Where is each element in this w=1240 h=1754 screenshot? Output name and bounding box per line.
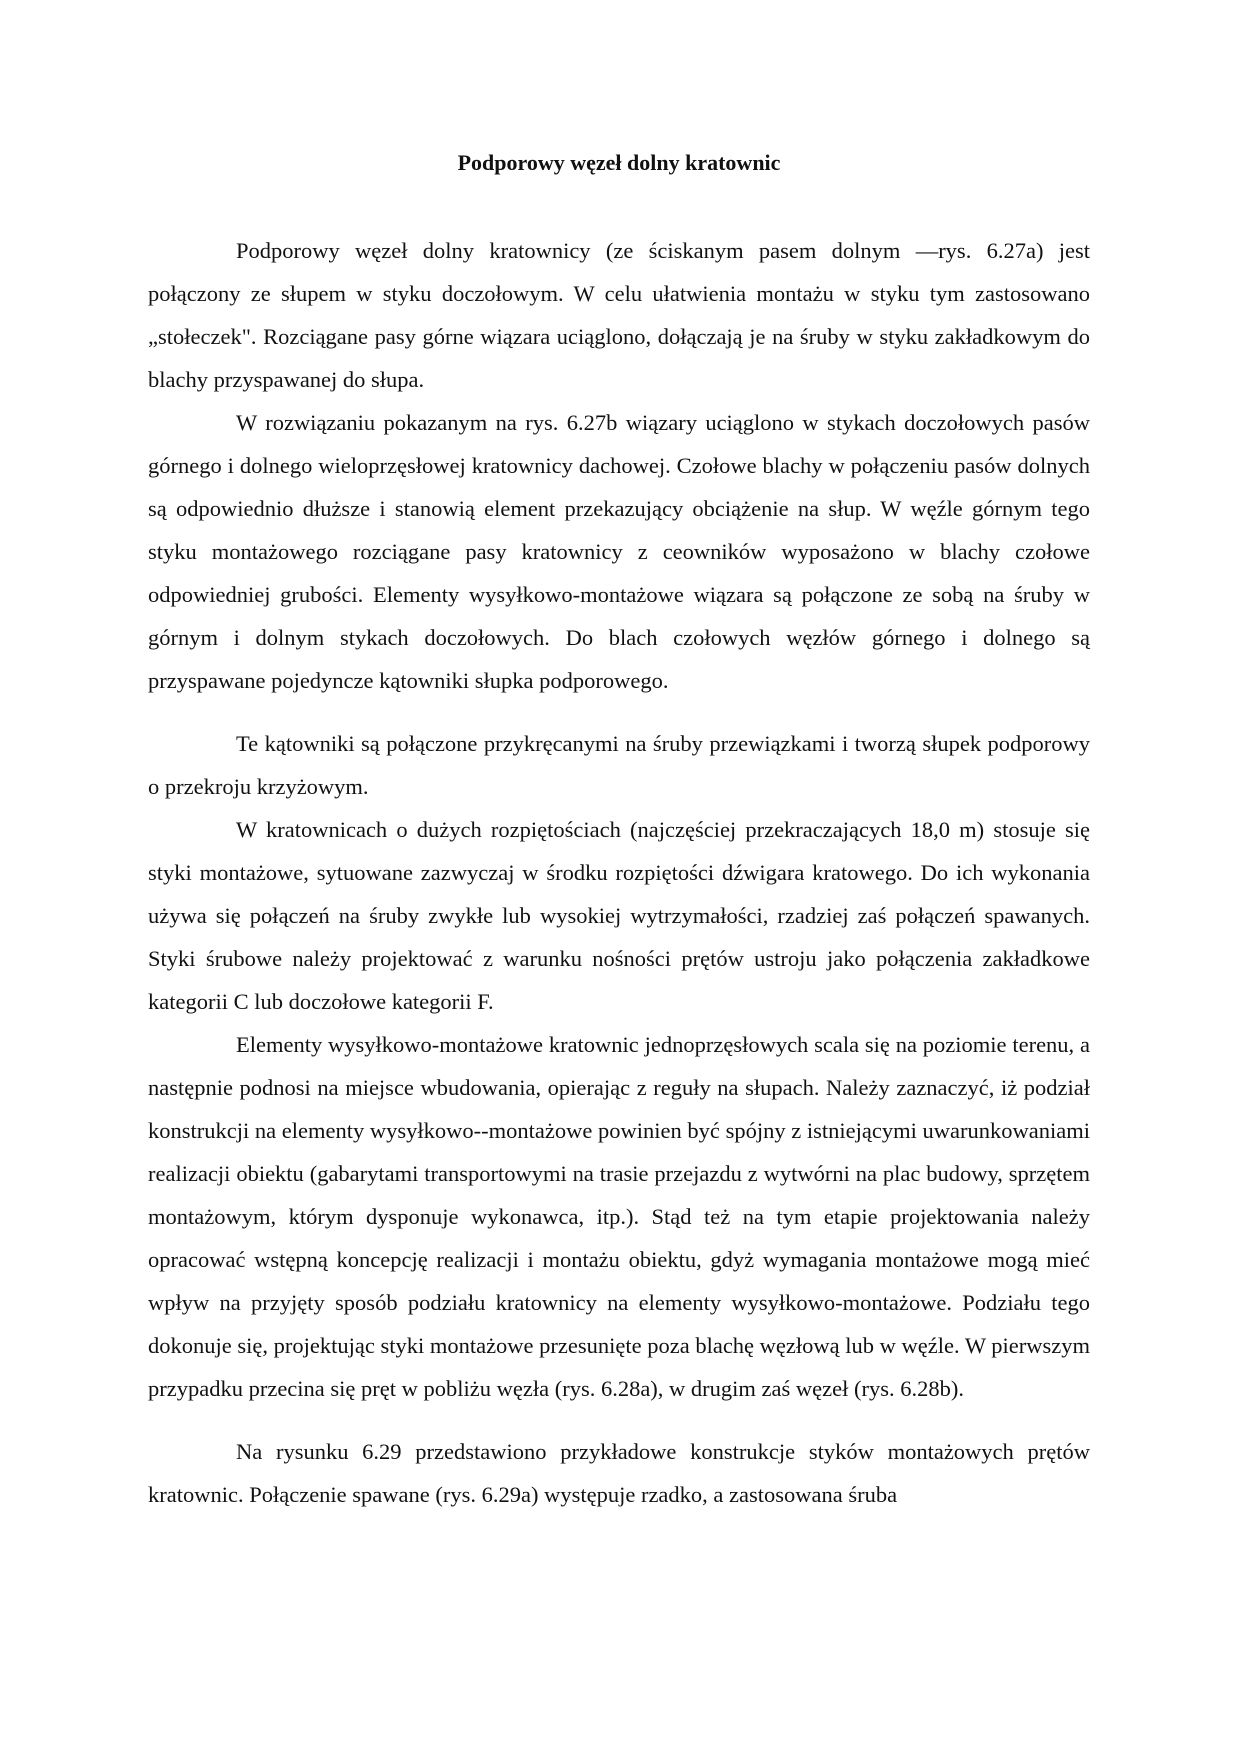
paragraph: Elementy wysyłkowo-montażowe kratownic jednoprzęsłowych scala się na poziomie terenu, a następnie podnosi na miejsce wbudowania, opierając z reguły na słupach. Należy zaznaczyć, iż podział konstrukcji na elementy wysyłkowo--montażowe powinien być spójny z istniejącymi uwarunkowaniami realizacji obiektu (gabarytami transportowymi na trasie przejazdu z wytwórni na plac budowy, sprzętem montażowym, którym dysponuje wykonawca, itp.). Stąd też na tym etapie projektowania należy opracować wstępną koncepcję realizacji i montażu obiektu, gdyż wymagania montażowe mogą mieć wpływ na przyjęty sposób podziału kratownicy na elementy wysyłkowo-montażowe. Podziału tego dokonuje się, projektując styki montażowe przesunięte poza blachę węzłową lub w węźle. W pierwszym przypadku przecina się pręt w pobliżu węzła (rys. 6.28a), w drugim zaś węzeł (rys. 6.28b). <box>148 1032 1090 1401</box>
paragraph: Te kątowniki są połączone przykręcanymi na śruby przewiązkami i tworzą słupek podporowy o przekroju krzyżowym. <box>148 731 1090 799</box>
paragraph: Podporowy węzeł dolny kratownicy (ze ściskanym pasem dolnym —rys. 6.27a) jest połączony ze słupem w styku doczołowym. W celu ułatwienia montażu w styku tym zastosowano „stołeczek". Rozciągane pasy górne wiązara uciąglono, dołączają je na śruby w styku zakładkowym do blachy przyspawanej do słupa. <box>148 238 1090 392</box>
document-body <box>148 229 1090 1516</box>
page-title: Podporowy węzeł dolny kratownic <box>457 150 781 175</box>
paragraph: W kratownicach o dużych rozpiętościach (najczęściej przekraczających 18,0 m) stosuje się styki montażowe, sytuowane zazwyczaj w środku rozpiętości dźwigara kratowego. Do ich wykonania używa się połączeń na śruby zwykłe lub wysokiej wytrzymałości, rzadziej zaś połączeń spawanych. Styki śrubowe należy projektować z warunku nośności prętów ustroju jako połączenia zakładkowe kategorii C lub doczołowe kategorii F. <box>148 817 1090 1014</box>
paragraph: Na rysunku 6.29 przedstawiono przykładowe konstrukcje styków montażowych prętów kratownic. Połączenie spawane (rys. 6.29a) występuje rzadko, a zastosowana śruba <box>148 1439 1090 1507</box>
paragraph: W rozwiązaniu pokazanym na rys. 6.27b wiązary uciąglono w stykach doczołowych pasów górnego i dolnego wieloprzęsłowej kratownicy dachowej. Czołowe blachy w połączeniu pasów dolnych są odpowiednio dłuższe i stanowią element przekazujący obciążenie na słup. W węźle górnym tego styku montażowego rozciągane pasy kratownicy z ceowników wyposażono w blachy czołowe odpowiedniej grubości. Elementy wysyłkowo-montażowe wiązara są połączone ze sobą na śruby w górnym i dolnym stykach doczołowych. Do blach czołowych węzłów górnego i dolnego są przyspawane pojedyncze kątowniki słupka podporowego. <box>148 410 1090 693</box>
